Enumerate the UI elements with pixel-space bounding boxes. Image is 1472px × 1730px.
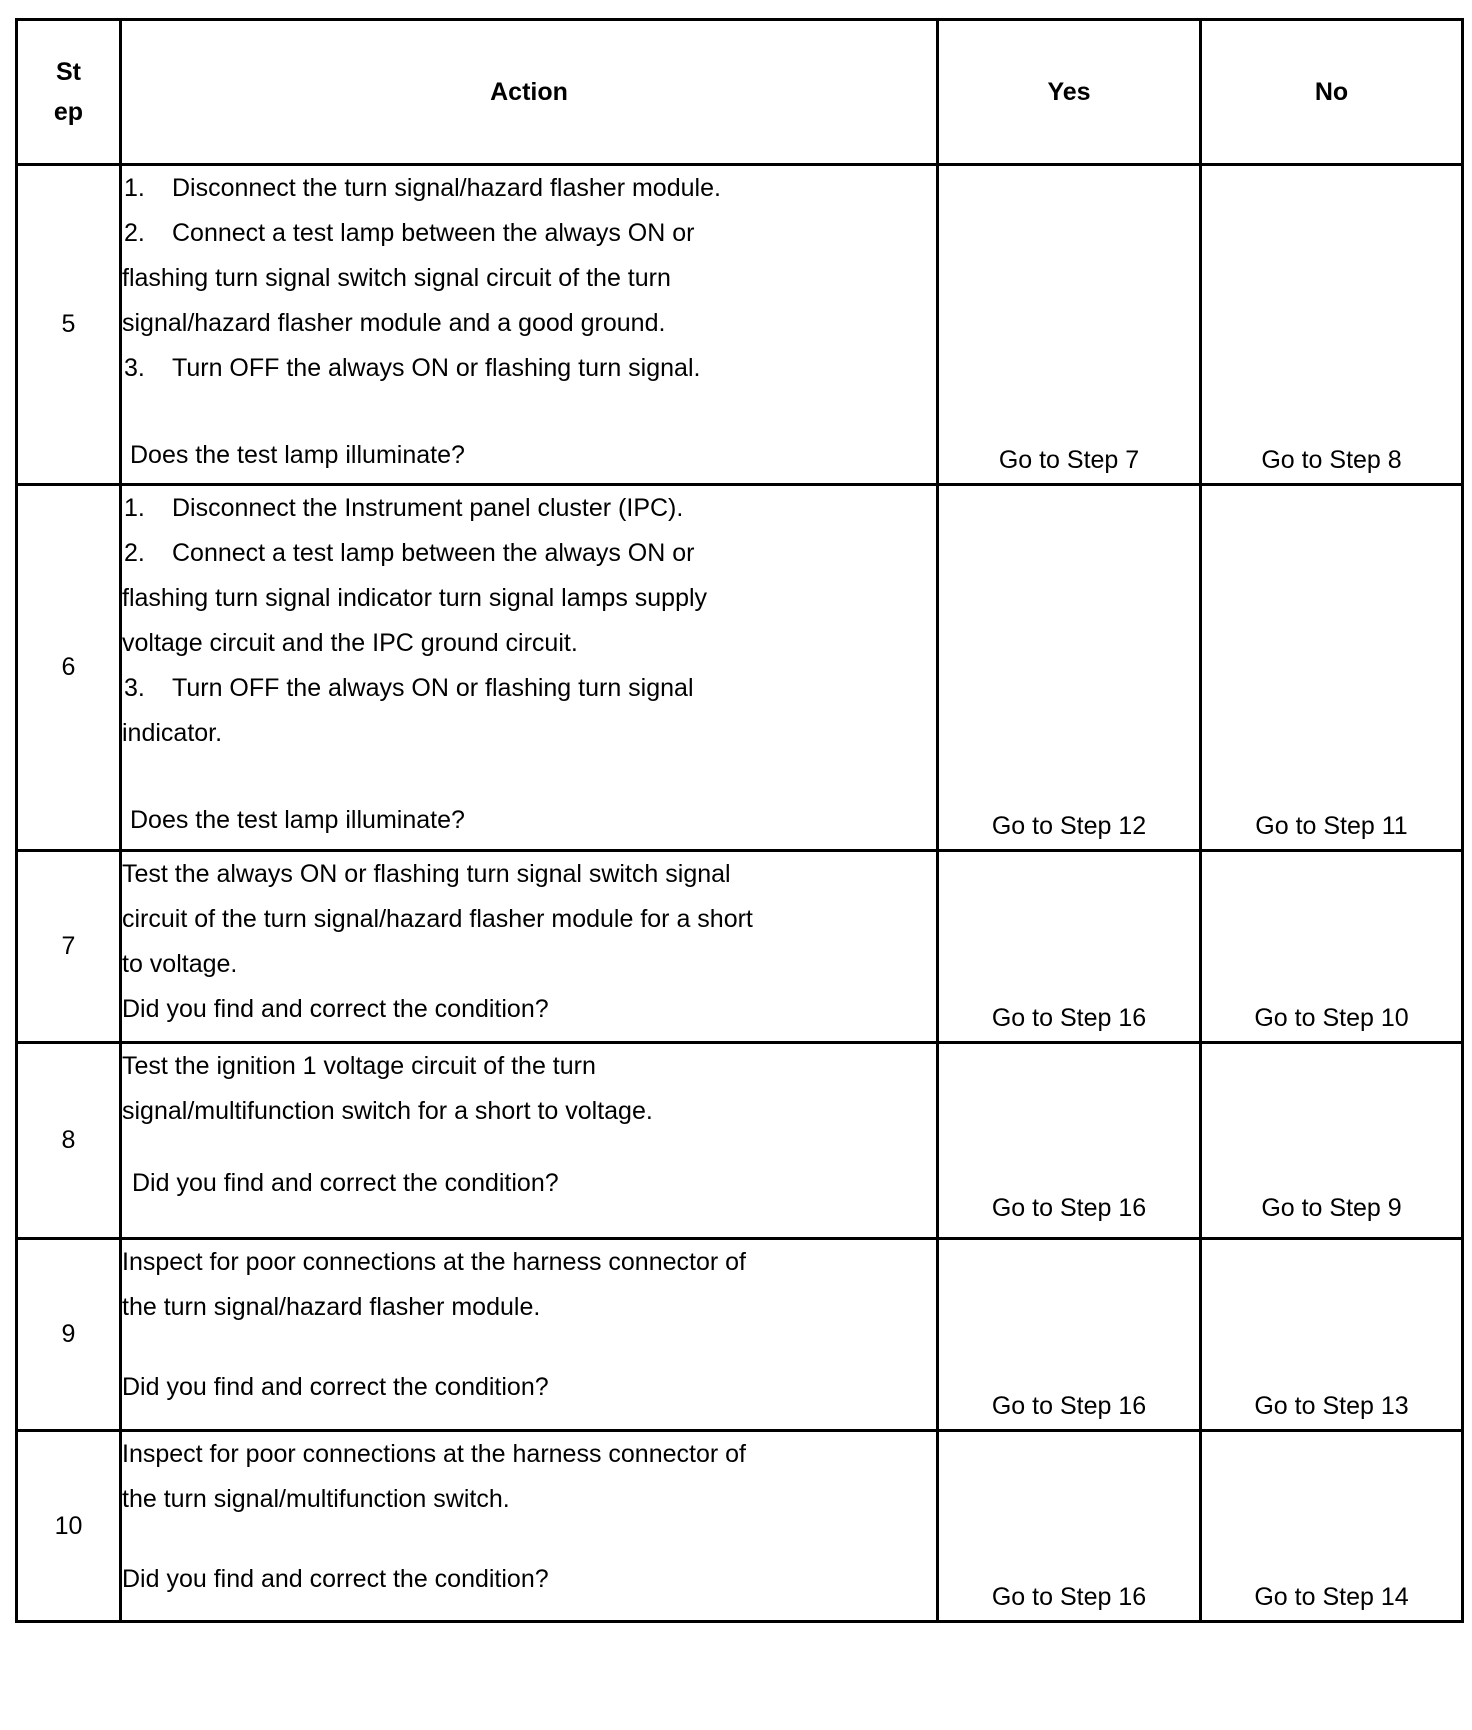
action-text: to voltage. xyxy=(122,950,238,978)
yes-cell: Go to Step 16 xyxy=(938,851,1201,1043)
action-item: 1. Disconnect the Instrument panel cluster (IPC). xyxy=(124,494,684,522)
action-cell xyxy=(121,1043,938,1239)
step-number: 8 xyxy=(17,1043,121,1239)
yes-cell: Go to Step 16 xyxy=(938,1239,1201,1431)
action-cell xyxy=(121,165,938,485)
action-question: Did you find and correct the condition? xyxy=(132,1169,559,1197)
action-item: 1. Disconnect the turn signal/hazard flasher module. xyxy=(124,174,721,202)
action-cell xyxy=(121,1431,938,1622)
step-number: 9 xyxy=(17,1239,121,1431)
no-cell: Go to Step 14 xyxy=(1201,1431,1463,1622)
action-text: Test the always ON or flashing turn signal switch signal xyxy=(122,860,731,888)
step-number: 5 xyxy=(17,165,121,485)
action-text: Inspect for poor connections at the harness connector of xyxy=(122,1248,746,1276)
action-question: Did you find and correct the condition? xyxy=(122,995,549,1023)
header-step: St ep xyxy=(17,20,121,165)
no-cell: Go to Step 9 xyxy=(1201,1043,1463,1239)
action-item: 2. Connect a test lamp between the always ON or xyxy=(124,539,695,567)
table-row xyxy=(17,165,1463,485)
header-action: Action xyxy=(121,20,938,165)
diagnostic-table xyxy=(15,18,1464,1623)
action-cell xyxy=(121,1239,938,1431)
step-number: 10 xyxy=(17,1431,121,1622)
table-row xyxy=(17,485,1463,851)
action-text: voltage circuit and the IPC ground circuit. xyxy=(122,629,578,657)
table-row xyxy=(17,1239,1463,1431)
step-number: 7 xyxy=(17,851,121,1043)
action-text: the turn signal/hazard flasher module. xyxy=(122,1293,541,1321)
action-cell xyxy=(121,485,938,851)
action-text: signal/hazard flasher module and a good ground. xyxy=(122,309,666,337)
header-yes: Yes xyxy=(938,20,1201,165)
table-row xyxy=(17,851,1463,1043)
action-text: circuit of the turn signal/hazard flasher module for a short xyxy=(122,905,753,933)
table-row xyxy=(17,1043,1463,1239)
yes-cell: Go to Step 7 xyxy=(938,165,1201,485)
action-text: signal/multifunction switch for a short to voltage. xyxy=(122,1097,653,1125)
action-text: flashing turn signal switch signal circuit of the turn xyxy=(122,264,671,292)
action-text: Test the ignition 1 voltage circuit of the turn xyxy=(122,1052,596,1080)
no-cell: Go to Step 13 xyxy=(1201,1239,1463,1431)
step-number: 6 xyxy=(17,485,121,851)
action-item: 3. Turn OFF the always ON or flashing turn signal xyxy=(124,674,694,702)
header-no: No xyxy=(1201,20,1463,165)
action-text: indicator. xyxy=(122,719,223,747)
action-question: Did you find and correct the condition? xyxy=(122,1373,549,1401)
action-question: Does the test lamp illuminate? xyxy=(130,806,465,834)
action-text: the turn signal/multifunction switch. xyxy=(122,1485,510,1513)
no-cell: Go to Step 8 xyxy=(1201,165,1463,485)
action-item: 3. Turn OFF the always ON or flashing turn signal. xyxy=(124,354,701,382)
action-text: Inspect for poor connections at the harness connector of xyxy=(122,1440,746,1468)
header-row xyxy=(17,20,1463,165)
action-item: 2. Connect a test lamp between the always ON or xyxy=(124,219,695,247)
action-question: Does the test lamp illuminate? xyxy=(130,441,465,469)
yes-cell: Go to Step 12 xyxy=(938,485,1201,851)
yes-cell: Go to Step 16 xyxy=(938,1431,1201,1622)
table-row xyxy=(17,1431,1463,1622)
no-cell: Go to Step 10 xyxy=(1201,851,1463,1043)
action-cell xyxy=(121,851,938,1043)
action-text: flashing turn signal indicator turn signal lamps supply xyxy=(122,584,708,612)
yes-cell: Go to Step 16 xyxy=(938,1043,1201,1239)
no-cell: Go to Step 11 xyxy=(1201,485,1463,851)
action-question: Did you find and correct the condition? xyxy=(122,1565,549,1593)
